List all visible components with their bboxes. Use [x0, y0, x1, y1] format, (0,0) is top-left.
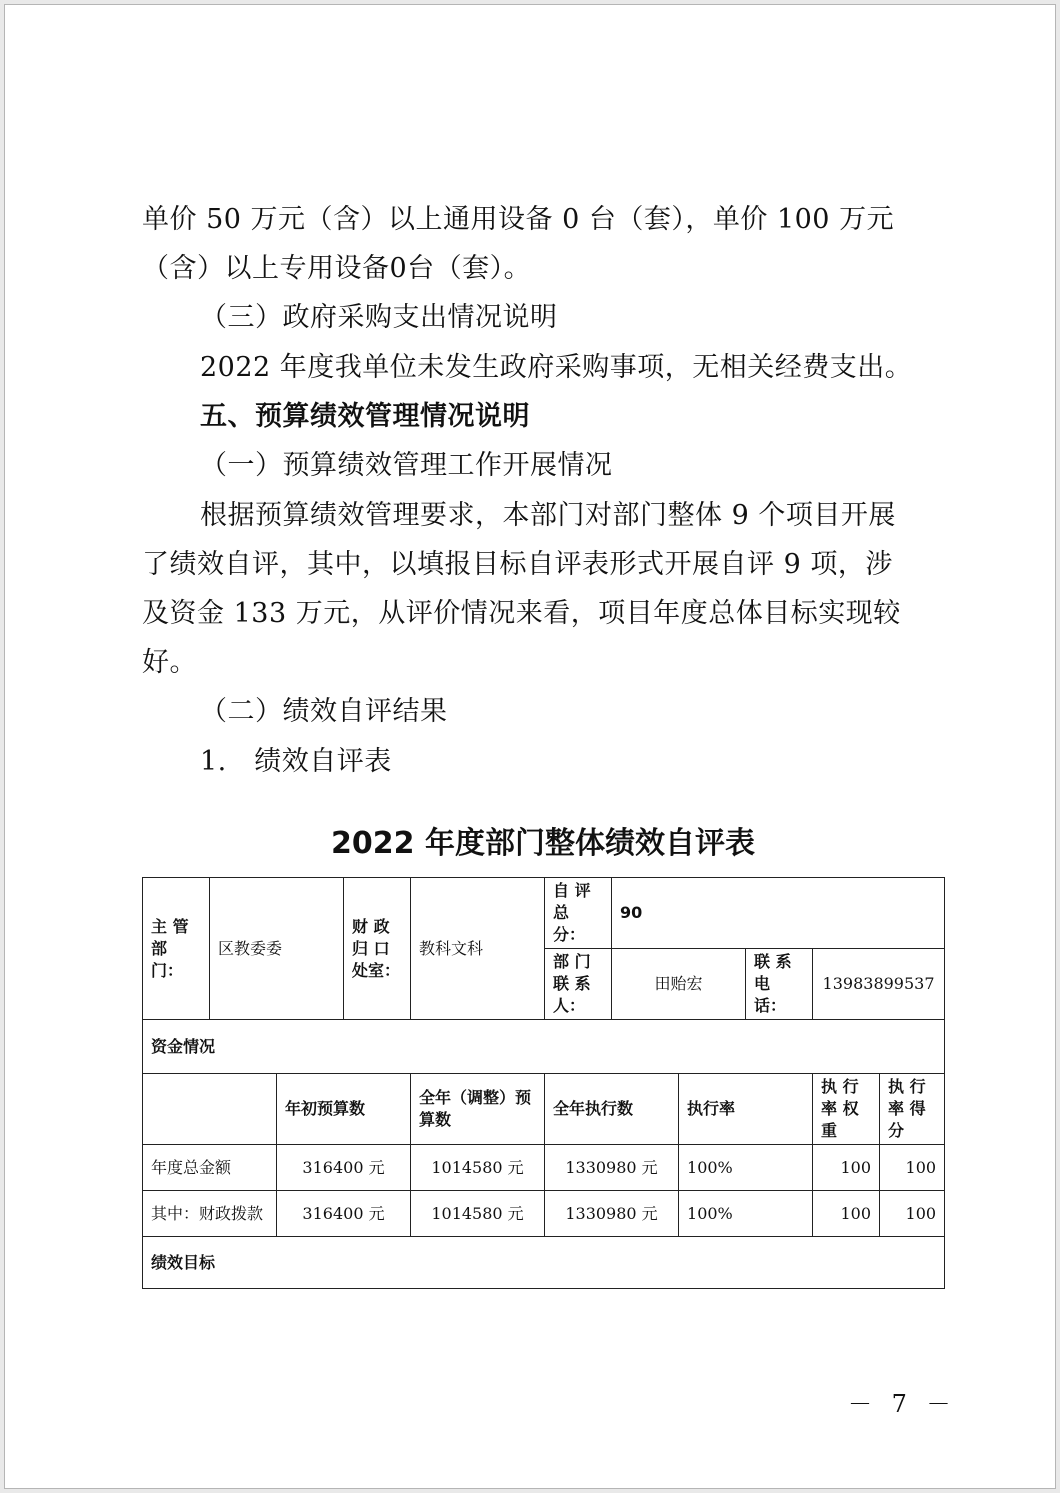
heading-self-evaluation-table: 1. 绩效自评表: [200, 746, 392, 777]
table-row: [143, 1145, 945, 1191]
dept-label: 主 管 部 门：: [143, 878, 210, 1020]
score-value: 90: [612, 878, 945, 949]
goals-section-header: 绩效目标: [143, 1237, 945, 1289]
row-label: 年度总金额: [143, 1145, 277, 1191]
cell-adjusted: 1014580 元: [411, 1145, 545, 1191]
cell-adjusted: 1014580 元: [411, 1191, 545, 1237]
cell-rate: 100%: [679, 1145, 813, 1191]
cell-score: 100: [880, 1191, 945, 1237]
paragraph-equipment-line2: （含）以上专用设备0台（套）。: [142, 253, 532, 284]
funds-section-header: 资金情况: [143, 1020, 945, 1074]
paragraph-performance-line1: 根据预算绩效管理要求，本部门对部门整体 9 个项目开展: [200, 500, 896, 531]
phone-value: 13983899537: [813, 949, 945, 1020]
score-label: 自 评 总 分：: [545, 878, 612, 949]
table-title: 2022 年度部门整体绩效自评表: [331, 826, 755, 861]
paragraph-performance-line2: 了绩效自评，其中，以填报目标自评表形式开展自评 9 项，涉: [142, 549, 893, 580]
dept-value: 区教委委: [210, 878, 344, 1020]
col-executed: 全年执行数: [545, 1074, 679, 1145]
cell-initial: 316400 元: [277, 1191, 411, 1237]
cell-weight: 100: [813, 1191, 880, 1237]
col-adjusted-budget: 全年（调整）预算数: [411, 1074, 545, 1145]
paragraph-performance-line3: 及资金 133 万元，从评价情况来看，项目年度总体目标实现较: [142, 598, 901, 629]
col-rate-score: 执 行 率 得 分: [880, 1074, 945, 1145]
cell-weight: 100: [813, 1145, 880, 1191]
heading-procurement: （三）政府采购支出情况说明: [200, 302, 558, 333]
paragraph-performance-line4: 好。: [142, 647, 197, 678]
col-initial-budget: 年初预算数: [277, 1074, 411, 1145]
cell-executed: 1330980 元: [545, 1191, 679, 1237]
finance-label: 财 政 归 口 处室：: [344, 878, 411, 1020]
paragraph-procurement: 2022 年度我单位未发生政府采购事项，无相关经费支出。: [200, 352, 913, 383]
self-evaluation-table: [142, 877, 945, 1289]
contact-value: 田贻宏: [612, 949, 746, 1020]
page-number: － 7 －: [848, 1390, 957, 1418]
cell-executed: 1330980 元: [545, 1145, 679, 1191]
finance-value: 教科文科: [411, 878, 545, 1020]
heading-section-five: 五、预算绩效管理情况说明: [200, 401, 530, 432]
cell-rate: 100%: [679, 1191, 813, 1237]
cell-score: 100: [880, 1145, 945, 1191]
funds-corner-cell: [143, 1074, 277, 1145]
col-rate-weight: 执 行 率 权 重: [813, 1074, 880, 1145]
contact-label: 部 门 联 系 人：: [545, 949, 612, 1020]
heading-self-evaluation-results: （二）绩效自评结果: [200, 696, 448, 727]
row-label: 其中：财政拨款: [143, 1191, 277, 1237]
phone-label: 联 系 电 话：: [746, 949, 813, 1020]
paragraph-equipment-line1: 单价 50 万元（含）以上通用设备 0 台（套），单价 100 万元: [142, 204, 895, 235]
table-row: [143, 1191, 945, 1237]
col-execution-rate: 执行率: [679, 1074, 813, 1145]
cell-initial: 316400 元: [277, 1145, 411, 1191]
heading-performance-work: （一）预算绩效管理工作开展情况: [200, 450, 613, 481]
